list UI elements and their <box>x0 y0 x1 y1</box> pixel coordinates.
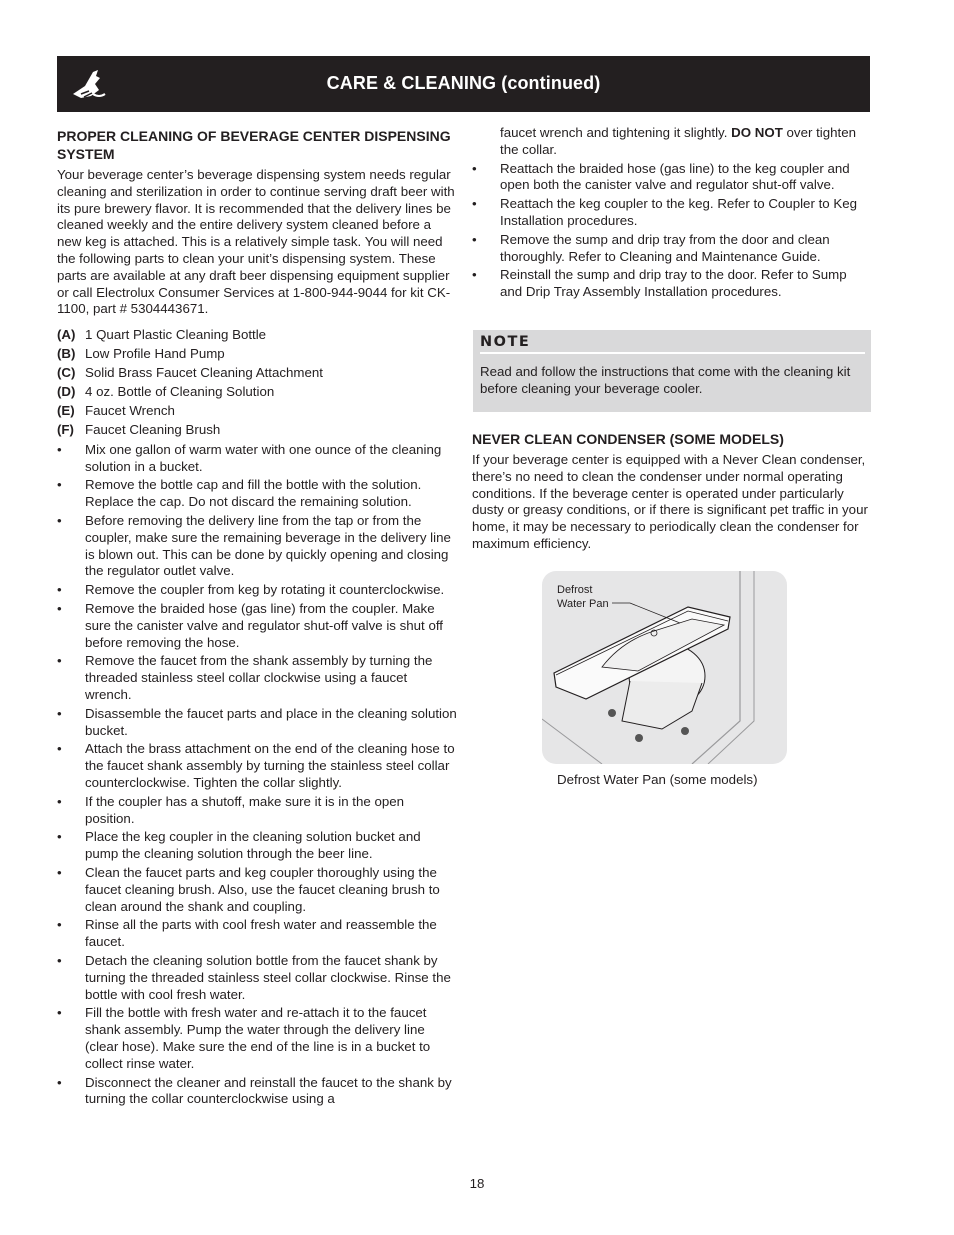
step-item <box>57 829 457 863</box>
bullet-marker: • <box>57 793 62 809</box>
right-column <box>472 125 872 303</box>
step-text: Fill the bottle with fresh water and re-attach it to the faucet shank assembly. Pump the water through the delivery line (clear hose). Make sure the end of the line is in a bucket to collect rinse water. <box>85 1005 431 1071</box>
warning-emphasis: DO NOT <box>731 125 783 140</box>
part-label: (C) <box>57 365 76 381</box>
bullet-marker: • <box>57 441 62 457</box>
bullet-marker: • <box>57 917 62 933</box>
bullet-marker: • <box>57 705 62 721</box>
step-item <box>472 196 872 230</box>
part-text: 1 Quart Plastic Cleaning Bottle <box>85 327 267 343</box>
part-label: (D) <box>57 384 76 400</box>
step-text: Remove the sump and drip tray from the door and clean thoroughly. Refer to Cleaning and Maintenance Guide. <box>500 231 830 264</box>
part-label: (A) <box>57 327 76 343</box>
part-label: (E) <box>57 403 75 419</box>
step-item <box>57 706 457 740</box>
bullet-marker: • <box>57 1005 62 1021</box>
bullet-marker: • <box>57 865 62 881</box>
part-item <box>57 346 457 363</box>
note-divider <box>480 352 865 354</box>
step-item <box>57 513 457 580</box>
step-item <box>57 477 457 511</box>
step-text: Disconnect the cleaner and reinstall the faucet to the shank by turning the collar counterclockwise using a <box>85 1074 452 1107</box>
part-item <box>57 422 457 439</box>
bullet-marker: • <box>57 582 62 598</box>
step-text: Reinstall the sump and drip tray to the door. Refer to Sump and Drip Tray Assembly Installation procedures. <box>500 267 847 300</box>
bullet-marker: • <box>472 160 477 176</box>
reassembly-steps-list <box>472 161 872 301</box>
part-text: Solid Brass Faucet Cleaning Attachment <box>85 365 323 381</box>
part-text: Low Profile Hand Pump <box>85 346 225 362</box>
step-text: Place the keg coupler in the cleaning solution bucket and pump the cleaning solution through the beer line. <box>85 829 421 862</box>
step-text: Disassemble the faucet parts and place in the cleaning solution bucket. <box>85 705 457 738</box>
part-text: 4 oz. Bottle of Cleaning Solution <box>85 384 275 400</box>
step-text: If the coupler has a shutoff, make sure it is in the open position. <box>85 793 405 826</box>
step-text: Before removing the delivery line from the tap or from the coupler, make sure the remaining beverage in the delivery line is blown out. This can be done by quickly opening and closing the regulator outlet valve. <box>85 513 451 579</box>
cleaning-steps-list <box>57 442 457 1108</box>
part-item <box>57 384 457 401</box>
intro-paragraph: Your beverage center’s beverage dispensing system needs regular cleaning and sterilization in order to continue serving draft beer with its pure brewery flavor. It is recommended that the delivery lines be cleaned weekly and the entire delivery system cleaned before a new keg is attached. This is a relatively simple task. You will need the following parts to clean your unit’s dispensing system. These parts are available at any draft beer dispensing equipment supplier or call Electrolux Consumer Services at 1-800-944-9044 for kit CK-1100, part # 5304443671. <box>57 167 455 317</box>
note-text: Read and follow the instructions that come with the cleaning kit before cleaning your beverage cooler. <box>480 364 851 396</box>
parts-list <box>57 327 457 439</box>
part-label: (B) <box>57 346 76 362</box>
part-text: Faucet Cleaning Brush <box>85 422 221 438</box>
bullet-marker: • <box>57 653 62 669</box>
step-text: Mix one gallon of warm water with one ounce of the cleaning solution in a bucket. <box>85 441 442 474</box>
bullet-marker: • <box>57 513 62 529</box>
section-title: PROPER CLEANING OF BEVERAGE CENTER DISPENSING SYSTEM <box>57 128 451 162</box>
step-text: Clean the faucet parts and keg coupler thoroughly using the faucet cleaning brush. Also, use the faucet cleaning brush to clean around the shank and coupling. <box>85 865 440 914</box>
condenser-title: NEVER CLEAN CONDENSER (SOME MODELS) <box>472 431 784 447</box>
bullet-marker: • <box>472 231 477 247</box>
step-item <box>57 1075 457 1109</box>
step-item <box>472 161 872 195</box>
step-item <box>57 741 457 791</box>
bullet-marker: • <box>57 829 62 845</box>
step-text: Attach the brass attachment on the end of the cleaning hose to the faucet shank assembly by turning the stainless steel collar counterclockwise. Tighten the collar slightly. <box>85 741 455 791</box>
step-text: Remove the bottle cap and fill the bottle with the solution. Replace the cap. Do not discard the remaining solution. <box>85 477 422 510</box>
bullet-marker: • <box>57 601 62 617</box>
step-text: Detach the cleaning solution bottle from the faucet shank by turning the threaded stainless steel collar clockwise. Rinse the bottle with cool fresh water. <box>85 953 451 1002</box>
figure-label-line2: Water Pan <box>557 598 609 610</box>
part-item <box>57 403 457 420</box>
bullet-marker: • <box>472 196 477 212</box>
step-text: Remove the faucet from the shank assembly by turning the threaded stainless steel collar clockwise using a faucet wrench. <box>85 653 433 703</box>
defrost-water-pan-illustration <box>542 571 787 764</box>
step-item <box>57 917 457 951</box>
condenser-section <box>472 430 874 562</box>
step-text: Rinse all the parts with cool fresh water and reassemble the faucet. <box>85 917 437 950</box>
part-text: Faucet Wrench <box>85 403 175 419</box>
condenser-paragraph: If your beverage center is equipped with a Never Clean condenser, there’s no need to clean the condenser under normal operating conditions. If the beverage center is operated under particularly dusty or greasy conditions, or if there is significant pet traffic in your home, it may be necessary to periodically clean the condenser for maximum efficiency. <box>472 452 868 551</box>
section-header <box>57 56 870 112</box>
left-column <box>57 127 457 1110</box>
step-item <box>57 601 457 651</box>
page-number: 18 <box>469 1176 485 1191</box>
step-item <box>57 865 457 915</box>
page-title: CARE & CLEANING (continued) <box>326 73 601 93</box>
part-item <box>57 365 457 382</box>
part-item <box>57 327 457 344</box>
step-item <box>57 653 457 703</box>
note-heading: NOTE <box>480 334 531 350</box>
step-item <box>472 267 872 301</box>
step-item <box>57 582 457 599</box>
figure-caption: Defrost Water Pan (some models) <box>557 772 758 787</box>
figure-label-line1: Defrost <box>557 584 593 596</box>
continued-step: faucet wrench and tightening it slightly. DO NOT over tighten the collar. <box>500 125 857 157</box>
step-item <box>57 442 457 476</box>
bullet-marker: • <box>57 477 62 493</box>
step-item <box>57 1005 457 1072</box>
step-item <box>57 953 457 1003</box>
bullet-marker: • <box>57 741 62 757</box>
bullet-marker: • <box>57 953 62 968</box>
bullet-marker: • <box>57 1074 62 1090</box>
step-item <box>472 232 872 266</box>
step-text: Reattach the braided hose (gas line) to the keg coupler and open both the canister valve and regulator shut-off valve. <box>500 160 850 193</box>
step-text: Reattach the keg coupler to the keg. Refer to Coupler to Keg Installation procedures. <box>500 196 858 228</box>
step-text: Remove the braided hose (gas line) from the coupler. Make sure the canister valve and regulator shut-off valve is shut off before removing the hose. <box>85 601 443 650</box>
part-label: (F) <box>57 422 74 438</box>
note-box <box>473 330 871 412</box>
step-text: Remove the coupler from keg by rotating it counterclockwise. <box>85 582 445 598</box>
bullet-marker: • <box>472 267 477 283</box>
step-item <box>57 794 457 828</box>
